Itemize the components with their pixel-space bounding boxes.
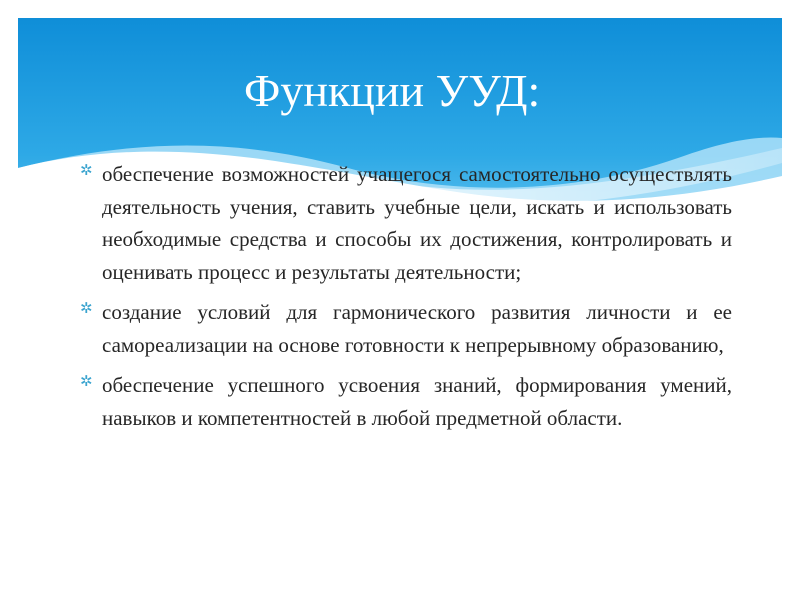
bullet-text: обеспечение успешного усвоения знаний, формирования умений, навыков и компетентностей в любой предметной области. xyxy=(102,373,732,430)
bullet-item xyxy=(80,296,732,361)
slide xyxy=(18,18,782,582)
bullet-marker-icon: ✲ xyxy=(80,374,93,390)
bullet-item xyxy=(80,158,732,288)
slide-title: Функции УУД: xyxy=(244,65,541,116)
bullet-text: обеспечение возможностей учащегося самостоятельно осуществлять деятельность учения, ставить учебные цели, искать и использовать необходимые средства и способы их достижения, контролировать и оценивать процесс и результаты деятельности; xyxy=(102,162,732,284)
bullet-marker-icon: ✲ xyxy=(80,301,93,317)
bullet-list xyxy=(80,158,732,442)
bullet-text: создание условий для гармонического развития личности и ее самореализации на основе готовности к непрерывному образованию, xyxy=(102,300,732,357)
bullet-item xyxy=(80,369,732,434)
bullet-marker-icon: ✲ xyxy=(80,163,93,179)
